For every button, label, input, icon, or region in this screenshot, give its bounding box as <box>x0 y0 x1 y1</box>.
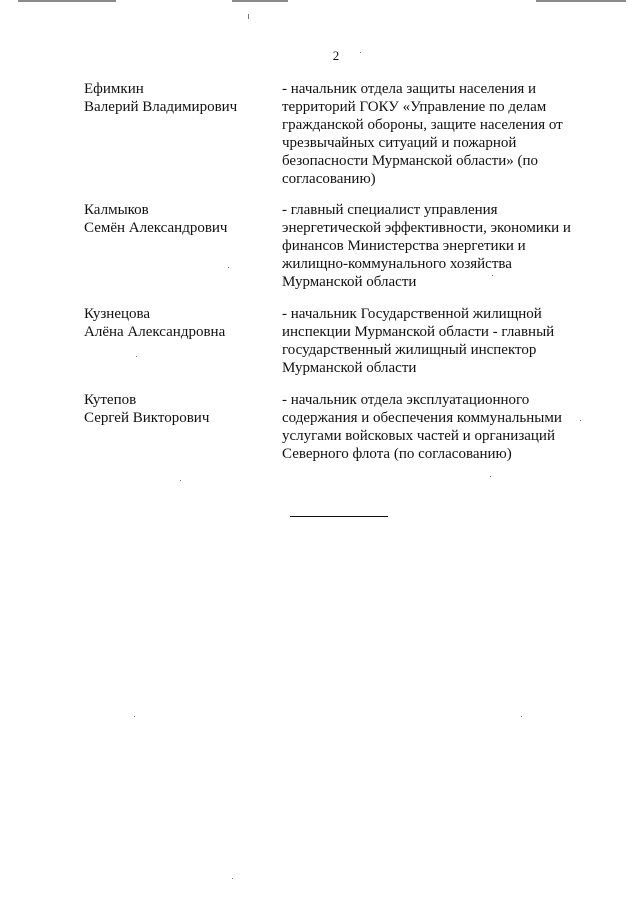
member-name <box>84 201 274 237</box>
scan-speck <box>180 480 181 481</box>
scan-speck <box>580 420 581 421</box>
member-position: - начальник отдела эксплуатационного содержания и обеспечения коммунальными услугами войсковых частей и организаций Северного флота (по согласованию) <box>282 392 562 462</box>
end-of-list-rule <box>290 516 388 517</box>
scan-speck <box>134 716 135 717</box>
scan-edge-mark <box>232 0 288 2</box>
scan-speck <box>490 476 491 477</box>
member-name <box>84 80 274 116</box>
scan-speck <box>232 878 233 879</box>
member-given-names: Валерий Владимирович <box>84 99 238 115</box>
member-position: - начальник отдела защиты населения и территорий ГОКУ «Управление по делам гражданской обороны, защите населения от чрезвычайных ситуаций и пожарной безопасности Мурманской области» (по согласованию) <box>282 81 563 187</box>
member-surname: Кузнецова <box>84 306 151 322</box>
scan-speck <box>248 14 249 19</box>
scan-speck <box>228 267 229 268</box>
member-name <box>84 391 274 427</box>
scan-edge-mark <box>536 0 626 2</box>
page-number: 2 <box>332 48 340 63</box>
member-given-names: Сергей Викторович <box>84 410 210 426</box>
member-position: - начальник Государственной жилищной инспекции Мурманской области - главный государственный жилищный инспектор Мурманской области <box>282 306 555 376</box>
member-given-names: Семён Александрович <box>84 220 228 236</box>
member-given-names: Алёна Александровна <box>84 324 226 340</box>
scan-speck <box>360 52 361 53</box>
scan-speck <box>136 356 137 357</box>
member-surname: Калмыков <box>84 202 149 218</box>
scan-edge-mark <box>18 0 116 2</box>
scan-speck <box>492 275 493 276</box>
member-position: - главный специалист управления энергетической эффективности, экономики и финансов Министерства энергетики и жилищно-коммунального хозяйства Мурманской области <box>282 202 571 290</box>
member-surname: Кутепов <box>84 392 137 408</box>
scan-speck <box>521 716 522 717</box>
member-surname: Ефимкин <box>84 81 144 97</box>
member-name <box>84 305 274 341</box>
